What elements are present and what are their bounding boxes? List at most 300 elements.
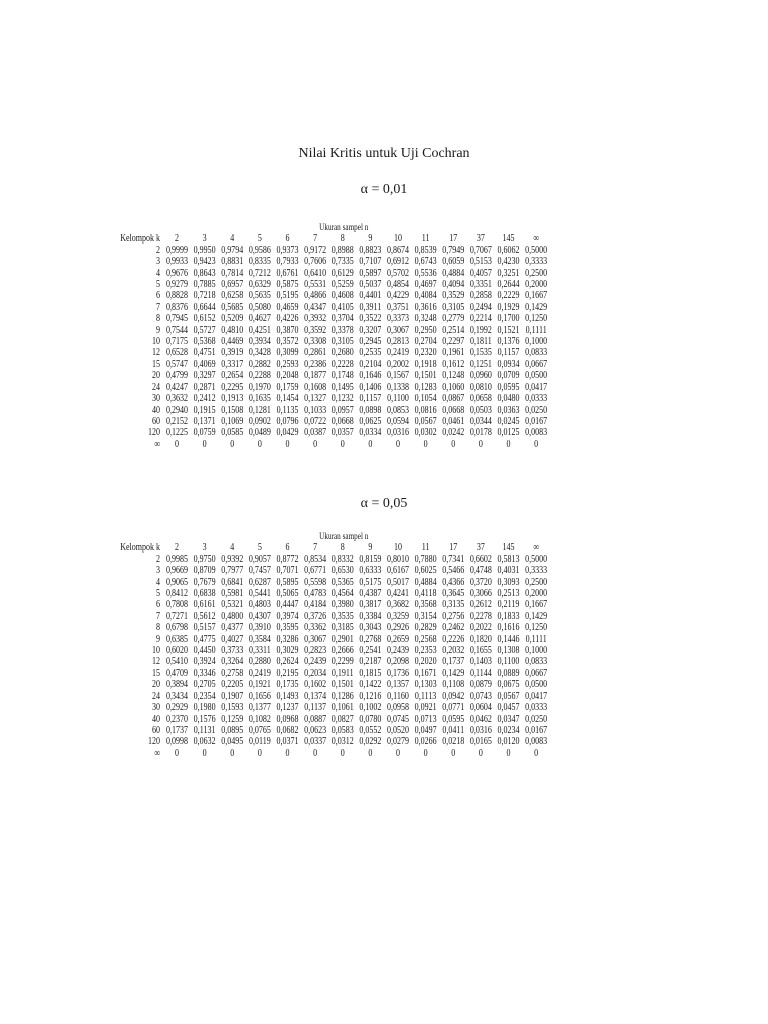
critical-value-cell: 0,2353 xyxy=(414,645,437,657)
critical-value-cell: 0,5895 xyxy=(276,576,299,588)
critical-value-cell: 0,1111 xyxy=(525,324,547,336)
row-header-label: Kelompok k xyxy=(120,542,160,554)
critical-value-cell: 0,4709 xyxy=(165,667,188,679)
critical-value-cell: 0,3584 xyxy=(248,633,271,645)
critical-value-cell: 0,0552 xyxy=(359,724,382,736)
table-row xyxy=(110,725,550,736)
alpha-heading-001: α = 0,01 xyxy=(360,182,408,197)
critical-value-cell: 0,6258 xyxy=(221,290,244,302)
critical-value-cell: 0,3592 xyxy=(304,324,327,336)
critical-value-cell: 0,0125 xyxy=(497,427,520,439)
critical-value-cell: 0 xyxy=(478,747,483,759)
table-row xyxy=(110,256,550,267)
critical-value-cell: 0,1915 xyxy=(193,404,216,416)
critical-value-cell: 0,0833 xyxy=(525,656,548,668)
critical-value-cell: 0,1429 xyxy=(525,301,548,313)
critical-value-cell: 0,3311 xyxy=(249,645,271,657)
row-k-value: 20 xyxy=(151,679,160,691)
critical-value-cell: 0 xyxy=(534,747,539,759)
critical-value-cell: 0,5195 xyxy=(276,290,299,302)
critical-value-cell: 0,2829 xyxy=(414,622,437,634)
critical-value-cell: 0,0302 xyxy=(414,427,437,439)
table-row xyxy=(110,645,550,656)
critical-value-cell: 0,3099 xyxy=(276,347,299,359)
critical-value-cell: 0,3135 xyxy=(442,599,465,611)
critical-value-cell: 0 xyxy=(340,747,345,759)
critical-value-cell: 0,9057 xyxy=(248,553,271,565)
critical-value-cell: 0,4230 xyxy=(497,256,520,268)
row-k-value: 24 xyxy=(151,690,160,702)
column-header: 2 xyxy=(174,542,179,554)
critical-value-cell: 0,4800 xyxy=(221,610,244,622)
critical-value-cell: 0,8332 xyxy=(331,553,354,565)
critical-value-cell: 0,5259 xyxy=(331,279,354,291)
critical-value-cell: 0,5037 xyxy=(359,279,382,291)
column-header: ∞ xyxy=(533,233,539,245)
critical-value-cell: 0,2299 xyxy=(331,656,354,668)
row-k-value: 3 xyxy=(155,565,160,577)
row-k-value: 120 xyxy=(147,736,160,748)
critical-value-cell: 0,1576 xyxy=(193,713,216,725)
column-header: 8 xyxy=(340,233,345,245)
critical-value-cell: 0,2880 xyxy=(248,656,271,668)
critical-value-cell: 0,1338 xyxy=(386,381,409,393)
critical-value-cell: 0,2187 xyxy=(359,656,382,668)
critical-value-cell: 0,0958 xyxy=(386,702,409,714)
critical-value-cell: 0,7977 xyxy=(221,565,244,577)
critical-value-cell: 0,1069 xyxy=(221,415,244,427)
critical-value-cell: 0,7107 xyxy=(359,256,382,268)
critical-value-cell: 0,4084 xyxy=(414,290,437,302)
critical-value-cell: 0,3751 xyxy=(386,301,409,313)
critical-value-cell: 0,0462 xyxy=(469,713,492,725)
critical-value-cell: 0,2034 xyxy=(304,667,327,679)
critical-value-cell: 0,3251 xyxy=(497,267,520,279)
critical-value-cell: 0,0457 xyxy=(497,702,520,714)
critical-value-cell: 0,0333 xyxy=(525,702,548,714)
critical-value-cell: 0,0796 xyxy=(276,415,299,427)
critical-value-cell: 0,7335 xyxy=(331,256,354,268)
critical-value-cell: 0,3595 xyxy=(276,622,299,634)
critical-value-cell: 0,0921 xyxy=(414,702,437,714)
sample-size-caption: Ukuran sampel n xyxy=(319,222,369,232)
critical-value-cell: 0,0083 xyxy=(525,427,548,439)
critical-value-cell: 0,1737 xyxy=(165,724,188,736)
critical-value-cell: 0,0867 xyxy=(442,393,465,405)
critical-value-cell: 0,2950 xyxy=(414,324,437,336)
critical-value-cell: 0,1406 xyxy=(359,381,382,393)
table-row xyxy=(110,382,550,393)
critical-value-cell: 0,2439 xyxy=(304,656,327,668)
row-k-value: 2 xyxy=(155,553,160,565)
row-k-value: 6 xyxy=(155,599,160,611)
critical-value-cell: 0,1303 xyxy=(414,679,437,691)
critical-value-cell: 0,1135 xyxy=(276,404,299,416)
critical-value-cell: 0,1501 xyxy=(414,370,437,382)
critical-value-cell: 0,0759 xyxy=(193,427,216,439)
row-k-value: 7 xyxy=(155,301,160,313)
column-header: 37 xyxy=(476,233,485,245)
critical-value-cell: 0,1225 xyxy=(165,427,188,439)
critical-value-cell: 0,6167 xyxy=(386,565,409,577)
row-k-value: 9 xyxy=(155,324,160,336)
critical-value-cell: 0,2098 xyxy=(386,656,409,668)
critical-value-cell: 0,2756 xyxy=(442,610,465,622)
critical-value-cell: 0,9373 xyxy=(276,244,299,256)
table-row xyxy=(110,656,550,667)
critical-value-cell: 0,7933 xyxy=(276,256,299,268)
critical-value-cell: 0,0250 xyxy=(525,404,548,416)
column-header: 17 xyxy=(449,542,458,554)
critical-value-cell: 0,2295 xyxy=(221,381,244,393)
critical-value-cell: 0,0668 xyxy=(331,415,354,427)
critical-value-cell: 0,1446 xyxy=(497,633,520,645)
critical-value-cell: 0,4184 xyxy=(304,599,327,611)
critical-value-cell: 0,7606 xyxy=(304,256,327,268)
critical-value-cell: 0,1820 xyxy=(469,633,492,645)
critical-value-cell: 0,0520 xyxy=(386,724,409,736)
critical-value-cell: 0,9586 xyxy=(248,244,271,256)
critical-value-cell: 0,0682 xyxy=(276,724,299,736)
critical-value-cell: 0,6957 xyxy=(221,279,244,291)
critical-value-cell: 0,7457 xyxy=(248,565,271,577)
critical-value-cell: 0,2022 xyxy=(469,622,492,634)
critical-value-cell: 0,2813 xyxy=(386,336,409,348)
critical-value-cell: 0,3645 xyxy=(442,588,465,600)
table-row xyxy=(110,748,550,759)
critical-value-cell: 0,1000 xyxy=(525,645,548,657)
critical-value-cell: 0,0234 xyxy=(497,724,520,736)
critical-value-cell: 0,2354 xyxy=(193,690,216,702)
critical-value-cell: 0,0292 xyxy=(359,736,382,748)
critical-value-cell: 0,0567 xyxy=(414,415,437,427)
table-row xyxy=(110,714,550,725)
critical-value-cell: 0,4783 xyxy=(304,588,327,600)
critical-value-cell: 0 xyxy=(395,438,400,450)
table-row xyxy=(110,668,550,679)
critical-value-cell: 0,6528 xyxy=(165,347,188,359)
critical-value-cell: 0,3817 xyxy=(359,599,382,611)
critical-value-cell: 0,2513 xyxy=(497,588,520,600)
column-header: ∞ xyxy=(533,542,539,554)
critical-value-cell: 0,9279 xyxy=(165,279,188,291)
critical-value-cell: 0,2861 xyxy=(304,347,327,359)
critical-value-cell: 0,1635 xyxy=(248,393,271,405)
critical-value-cell: 0,0500 xyxy=(525,679,548,691)
critical-value-cell: 0,7341 xyxy=(442,553,465,565)
critical-value-cell: 0,0250 xyxy=(525,713,548,725)
critical-value-cell: 0,0898 xyxy=(359,404,382,416)
critical-value-cell: 0,4748 xyxy=(469,565,492,577)
critical-value-cell: 0,2412 xyxy=(193,393,216,405)
critical-value-cell: 0,5441 xyxy=(248,588,271,600)
critical-value-cell: 0,1508 xyxy=(221,404,244,416)
critical-value-cell: 0,3911 xyxy=(359,301,382,313)
critical-value-cell: 0,1655 xyxy=(469,645,492,657)
critical-value-cell: 0,4469 xyxy=(221,336,244,348)
critical-value-cell: 0,6129 xyxy=(331,267,354,279)
row-k-value: 24 xyxy=(151,381,160,393)
critical-value-cell: 0,1054 xyxy=(414,393,437,405)
critical-value-cell: 0,0165 xyxy=(469,736,492,748)
critical-value-cell: 0,3616 xyxy=(414,301,437,313)
critical-value-cell: 0,0667 xyxy=(525,667,548,679)
critical-value-cell: 0,2901 xyxy=(331,633,354,645)
critical-value-cell: 0 xyxy=(174,747,179,759)
row-k-value: 15 xyxy=(151,358,160,370)
critical-value-cell: 0,2926 xyxy=(386,622,409,634)
critical-value-cell: 0,1913 xyxy=(221,393,244,405)
critical-value-cell: 0,0417 xyxy=(525,690,548,702)
critical-value-cell: 0 xyxy=(285,747,290,759)
critical-value-cell: 0,2195 xyxy=(276,667,299,679)
critical-value-cell: 0,9669 xyxy=(165,565,188,577)
critical-value-cell: 0,5175 xyxy=(359,576,382,588)
critical-value-cell: 0,1567 xyxy=(386,370,409,382)
critical-value-cell: 0,7218 xyxy=(193,290,216,302)
table-row xyxy=(110,393,550,404)
column-header: 2 xyxy=(174,233,179,245)
row-k-value: 5 xyxy=(155,588,160,600)
cochran-table-alpha-001 xyxy=(110,222,550,450)
critical-value-cell: 0,1970 xyxy=(248,381,271,393)
critical-value-cell: 0,1535 xyxy=(469,347,492,359)
critical-value-cell: 0,0316 xyxy=(469,724,492,736)
critical-value-cell: 0,4027 xyxy=(221,633,244,645)
critical-value-cell: 0,7945 xyxy=(165,313,188,325)
critical-value-cell: 0,1907 xyxy=(221,690,244,702)
critical-value-cell: 0,8412 xyxy=(165,588,188,600)
critical-value-cell: 0,4659 xyxy=(276,301,299,313)
critical-value-cell: 0,1961 xyxy=(442,347,465,359)
critical-value-cell: 0,5685 xyxy=(221,301,244,313)
column-header: 10 xyxy=(393,542,402,554)
critical-value-cell: 0,0429 xyxy=(276,427,299,439)
critical-value-cell: 0,1877 xyxy=(304,370,327,382)
critical-value-cell: 0,0585 xyxy=(221,427,244,439)
critical-value-cell: 0,0500 xyxy=(525,370,548,382)
critical-value-cell: 0,4118 xyxy=(414,588,437,600)
critical-value-cell: 0,1157 xyxy=(497,347,520,359)
critical-value-cell: 0,4447 xyxy=(276,599,299,611)
critical-value-cell: 0,3264 xyxy=(221,656,244,668)
critical-value-cell: 0,6644 xyxy=(193,301,216,313)
critical-value-cell: 0,3980 xyxy=(331,599,354,611)
table-row xyxy=(110,427,550,438)
critical-value-cell: 0,7071 xyxy=(276,565,299,577)
row-k-value: 4 xyxy=(155,576,160,588)
critical-value-cell: 0,4105 xyxy=(331,301,354,313)
critical-value-cell: 0,7814 xyxy=(221,267,244,279)
critical-value-cell: 0,3934 xyxy=(248,336,271,348)
row-k-value: 3 xyxy=(155,256,160,268)
critical-value-cell: 0,2779 xyxy=(442,313,465,325)
critical-value-cell: 0,5702 xyxy=(386,267,409,279)
critical-value-cell: 0,2000 xyxy=(525,279,548,291)
critical-value-cell: 0,2705 xyxy=(193,679,216,691)
critical-value-cell: 0,0595 xyxy=(442,713,465,725)
critical-value-cell: 0,2758 xyxy=(221,667,244,679)
critical-value-cell: 0,3373 xyxy=(386,313,409,325)
critical-value-cell: 0,1929 xyxy=(497,301,520,313)
critical-value-cell: 0,5635 xyxy=(248,290,271,302)
critical-value-cell: 0,7067 xyxy=(469,244,492,256)
critical-value-cell: 0,0722 xyxy=(304,415,327,427)
critical-value-cell: 0,4775 xyxy=(193,633,216,645)
critical-value-cell: 0,0337 xyxy=(304,736,327,748)
critical-value-cell: 0,3333 xyxy=(525,565,548,577)
critical-value-cell: 0,2370 xyxy=(165,713,188,725)
critical-value-cell: 0,3362 xyxy=(304,622,327,634)
critical-value-cell: 0,2104 xyxy=(359,358,382,370)
critical-value-cell: 0,2278 xyxy=(469,610,492,622)
critical-value-cell: 0 xyxy=(285,438,290,450)
cochran-table-alpha-005 xyxy=(110,531,550,759)
critical-value-cell: 0,6329 xyxy=(248,279,271,291)
critical-value-cell: 0,1371 xyxy=(193,415,216,427)
critical-value-cell: 0,2297 xyxy=(442,336,465,348)
critical-value-cell: 0,0167 xyxy=(525,724,548,736)
critical-value-cell: 0,6761 xyxy=(276,267,299,279)
critical-value-cell: 0,1735 xyxy=(276,679,299,691)
critical-value-cell: 0,4347 xyxy=(304,301,327,313)
critical-value-cell: 0,5000 xyxy=(525,553,548,565)
column-header: 5 xyxy=(257,542,262,554)
critical-value-cell: 0,1656 xyxy=(248,690,271,702)
critical-value-cell: 0,2386 xyxy=(304,358,327,370)
critical-value-cell: 0,3207 xyxy=(359,324,382,336)
critical-value-cell: 0,2048 xyxy=(276,370,299,382)
critical-value-cell: 0,1377 xyxy=(248,702,271,714)
critical-value-cell: 0,6838 xyxy=(193,588,216,600)
column-header: 6 xyxy=(285,233,290,245)
row-k-value: 30 xyxy=(151,702,160,714)
column-header: 37 xyxy=(476,542,485,554)
critical-value-cell: 0,0713 xyxy=(414,713,437,725)
row-k-value: 10 xyxy=(151,645,160,657)
critical-value-cell: 0,2288 xyxy=(248,370,271,382)
critical-value-cell: 0,2514 xyxy=(442,324,465,336)
critical-value-cell: 0,3105 xyxy=(331,336,354,348)
critical-value-cell: 0,1602 xyxy=(304,679,327,691)
critical-value-cell: 0,8988 xyxy=(331,244,354,256)
critical-value-cell: 0,2882 xyxy=(248,358,271,370)
critical-value-cell: 0,3932 xyxy=(304,313,327,325)
critical-value-cell: 0,2439 xyxy=(386,645,409,657)
critical-value-cell: 0,1033 xyxy=(304,404,327,416)
critical-value-cell: 0,3105 xyxy=(442,301,465,313)
table-row xyxy=(110,565,550,576)
critical-value-cell: 0,3346 xyxy=(193,667,216,679)
critical-value-cell: 0,3924 xyxy=(193,656,216,668)
critical-value-cell: 0,0120 xyxy=(497,736,520,748)
critical-value-cell: 0,2666 xyxy=(331,645,354,657)
critical-value-cell: 0,6333 xyxy=(359,565,382,577)
column-header: 6 xyxy=(285,542,290,554)
critical-value-cell: 0 xyxy=(257,438,262,450)
row-header-label: Kelompok k xyxy=(120,233,160,245)
table-row xyxy=(110,622,550,633)
critical-value-cell: 0,0357 xyxy=(331,427,354,439)
sample-size-caption: Ukuran sampel n xyxy=(319,531,369,541)
column-header: 145 xyxy=(502,233,515,245)
critical-value-cell: 0,2940 xyxy=(165,404,188,416)
critical-value-cell: 0,1250 xyxy=(525,313,548,325)
critical-value-cell: 0,0853 xyxy=(386,404,409,416)
critical-value-cell: 0,1216 xyxy=(359,690,382,702)
critical-value-cell: 0,2462 xyxy=(442,622,465,634)
critical-value-cell: 0,6152 xyxy=(193,313,216,325)
critical-value-cell: 0,5080 xyxy=(248,301,271,313)
critical-value-cell: 0,4251 xyxy=(248,324,271,336)
critical-value-cell: 0,2494 xyxy=(469,301,492,313)
critical-value-cell: 0,5466 xyxy=(442,565,465,577)
critical-value-cell: 0,8159 xyxy=(359,553,382,565)
critical-value-cell: 0,0816 xyxy=(414,404,437,416)
critical-value-cell: 0,0503 xyxy=(469,404,492,416)
critical-value-cell: 0,4307 xyxy=(248,610,271,622)
critical-value-cell: 0 xyxy=(423,438,428,450)
critical-value-cell: 0,5612 xyxy=(193,610,216,622)
critical-value-cell: 0,2858 xyxy=(469,290,492,302)
critical-value-cell: 0,2419 xyxy=(386,347,409,359)
critical-value-cell: 0,2929 xyxy=(165,702,188,714)
critical-value-cell: 0,3535 xyxy=(331,610,354,622)
critical-value-cell: 0,3522 xyxy=(359,313,382,325)
critical-value-cell: 0,3726 xyxy=(304,610,327,622)
table-row xyxy=(110,313,550,324)
table-row xyxy=(110,634,550,645)
table-row xyxy=(110,405,550,416)
critical-value-cell: 0,0495 xyxy=(221,736,244,748)
critical-value-cell: 0,2152 xyxy=(165,415,188,427)
critical-value-cell: 0,8709 xyxy=(193,565,216,577)
critical-value-cell: 0,2205 xyxy=(221,679,244,691)
critical-value-cell: 0 xyxy=(174,438,179,450)
critical-value-cell: 0,2214 xyxy=(469,313,492,325)
critical-value-cell: 0,0178 xyxy=(469,427,492,439)
column-header: 9 xyxy=(368,233,373,245)
critical-value-cell: 0,0567 xyxy=(497,690,520,702)
critical-value-table xyxy=(110,531,550,759)
critical-value-cell: 0,3428 xyxy=(248,347,271,359)
critical-value-cell: 0,3378 xyxy=(331,324,354,336)
row-k-value: 9 xyxy=(155,633,160,645)
critical-value-cell: 0,3333 xyxy=(525,256,548,268)
critical-value-cell: 0,0902 xyxy=(248,415,271,427)
column-header: 5 xyxy=(257,233,262,245)
critical-value-cell: 0,3572 xyxy=(276,336,299,348)
critical-value-cell: 0,1422 xyxy=(359,679,382,691)
page-title: Nilai Kritis untuk Uji Cochran xyxy=(298,146,470,161)
critical-value-cell: 0,3384 xyxy=(359,610,382,622)
critical-value-cell: 0,1403 xyxy=(469,656,492,668)
caption-spacer xyxy=(110,531,163,542)
critical-value-cell: 0,3093 xyxy=(497,576,520,588)
critical-value-cell: 0,3733 xyxy=(221,645,244,657)
critical-value-cell: 0,3043 xyxy=(359,622,382,634)
critical-value-cell: 0,6287 xyxy=(248,576,271,588)
critical-value-cell: 0,4866 xyxy=(304,290,327,302)
critical-value-cell: 0,0668 xyxy=(442,404,465,416)
critical-value-cell: 0,1286 xyxy=(331,690,354,702)
critical-value-cell: 0,3434 xyxy=(165,690,188,702)
critical-value-cell: 0,3154 xyxy=(414,610,437,622)
critical-value-cell: 0,1616 xyxy=(497,622,520,634)
critical-value-cell: 0,4627 xyxy=(248,313,271,325)
critical-value-cell: 0 xyxy=(423,747,428,759)
critical-value-cell: 0,8643 xyxy=(193,267,216,279)
